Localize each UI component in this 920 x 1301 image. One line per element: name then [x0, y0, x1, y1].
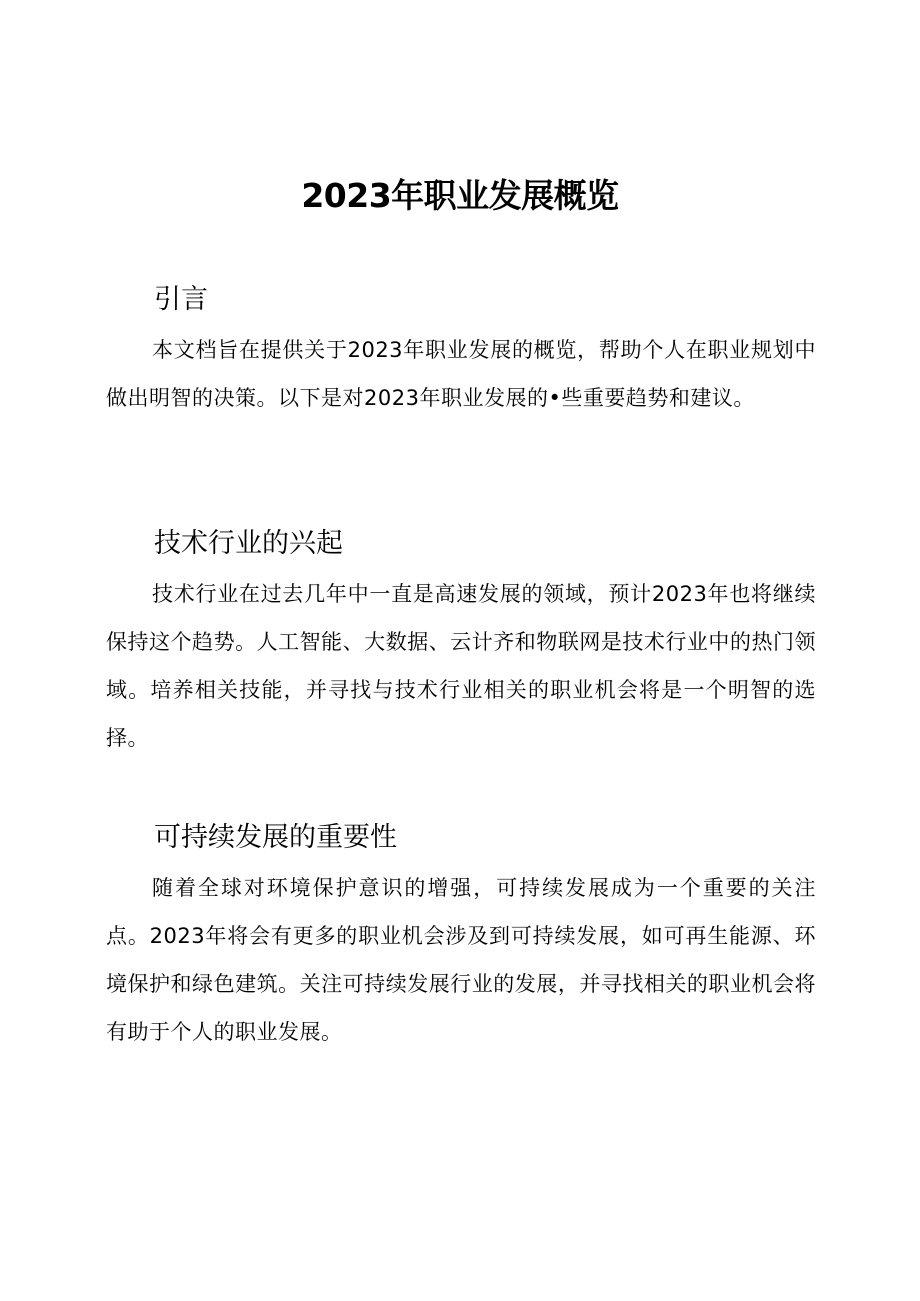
section-tech-industry [106, 524, 816, 762]
section-paragraph: 本文档旨在提供关于2023年职业发展的概览，帮助个人在职业规划中做出明智的决策。以下是对2023年职业发展的•些重要趋势和建议。 [106, 338, 816, 410]
section-introduction [106, 280, 816, 422]
section-heading: 技术行业的兴起 [154, 528, 343, 559]
document-title: 2023年职业发展概览 [301, 176, 619, 215]
section-paragraph: 技术行业在过去几年中一直是高速发展的领域，预计2023年也将继续保持这个趋势。人工智能、大数据、云计齐和物联网是技术行业中的热门领域。培养相关技能，并寻找与技术行业相关的职业机会将是一个明智的选择。 [106, 582, 816, 750]
section-paragraph: 随着全球对环境保护意识的增强，可持续发展成为一个重要的关注点。2023年将会有更多的职业机会涉及到可持续发展，如可再生能源、环境保护和绿色建筑。关注可持续发展行业的发展，并寻找相关的职业机会将有助于个人的职业发展。 [106, 876, 816, 1044]
section-sustainability [106, 818, 816, 1056]
section-heading: 可持续发展的重要性 [154, 822, 397, 853]
section-heading: 引言 [154, 284, 208, 315]
